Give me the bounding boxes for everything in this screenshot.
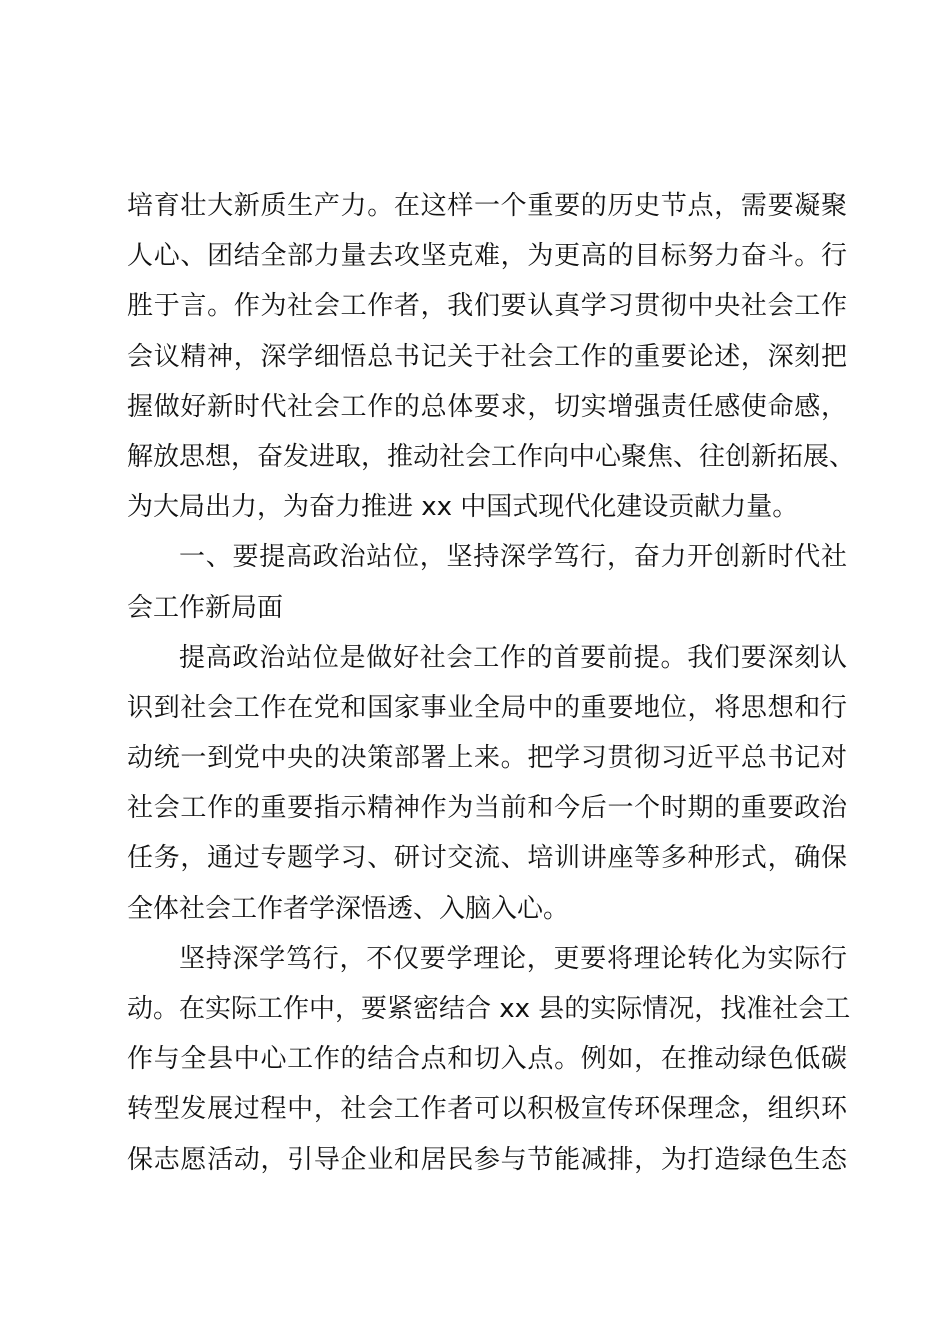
text-line: 为大局出力，为奋力推进 xx 中国式现代化建设贡献力量。	[127, 492, 799, 523]
text-line: 识到社会工作在党和国家事业全局中的重要地位，将思想和行	[127, 692, 847, 723]
text-line: 握做好新时代社会工作的总体要求，切实增强责任感使命感，	[127, 391, 847, 422]
section-heading-line: 会工作新局面	[127, 592, 284, 623]
document-body	[127, 181, 856, 1185]
text-line: 任务，通过专题学习、研讨交流、培训讲座等多种形式，确保	[127, 843, 847, 874]
text-line: 转型发展过程中，社会工作者可以积极宣传环保理念，组织环	[127, 1094, 847, 1125]
text-line: 会议精神，深学细悟总书记关于社会工作的重要论述，深刻把	[127, 341, 847, 372]
section-heading-line: 一、要提高政治站位，坚持深学笃行，奋力开创新时代社	[179, 542, 847, 573]
text-line: 胜于言。作为社会工作者，我们要认真学习贯彻中央社会工作	[127, 291, 847, 322]
text-line: 全体社会工作者学深悟透、入脑入心。	[127, 893, 570, 924]
text-line: 保志愿活动，引导企业和居民参与节能减排，为打造绿色生态	[127, 1144, 847, 1175]
text-line: 培育壮大新质生产力。在这样一个重要的历史节点，需要凝聚	[127, 191, 847, 221]
text-line: 动。在实际工作中，要紧密结合 xx 县的实际情况，找准社会工	[127, 994, 851, 1024]
text-line: 作与全县中心工作的结合点和切入点。例如，在推动绿色低碳	[127, 1044, 847, 1075]
text-line: 坚持深学笃行，不仅要学理论，更要将理论转化为实际行	[179, 943, 847, 974]
text-line: 提高政治站位是做好社会工作的首要前提。我们要深刻认	[179, 642, 847, 673]
text-line: 解放思想，奋发进取，推动社会工作向中心聚焦、往创新拓展、	[127, 441, 856, 472]
text-line: 人心、团结全部力量去攻坚克难，为更高的目标努力奋斗。行	[127, 241, 847, 272]
text-line: 社会工作的重要指示精神作为当前和今后一个时期的重要政治	[127, 793, 847, 824]
text-line: 动统一到党中央的决策部署上来。把学习贯彻习近平总书记对	[127, 743, 847, 774]
